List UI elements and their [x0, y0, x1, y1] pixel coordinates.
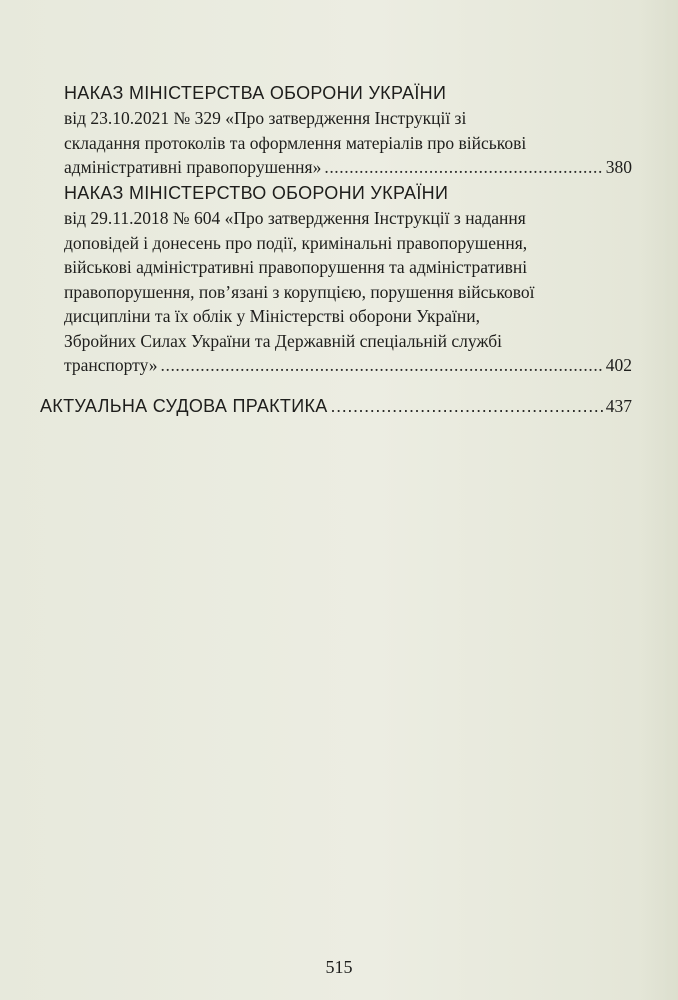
- dot-leader: [331, 396, 603, 417]
- entry-line-text: від 23.10.2021 № 329 «Про затвердження Інструкції зі: [64, 108, 467, 128]
- entry-line-text: дисципліни та їх облік у Міністерстві оборони України,: [64, 306, 480, 326]
- entry-last-line: [64, 155, 632, 180]
- entry-line: [64, 231, 632, 256]
- page-number: 437: [605, 396, 632, 416]
- entry-line: [64, 106, 632, 131]
- entry-line-text: транспорту»: [64, 355, 158, 375]
- page-number: 380: [605, 157, 632, 177]
- entry-description: [64, 206, 632, 378]
- toc-entry-order-329: [64, 80, 632, 180]
- entry-line: [64, 329, 632, 354]
- folio-page-number: 515: [325, 957, 353, 977]
- page-number: 402: [605, 355, 632, 375]
- entry-line-text: доповідей і донесень про події, кримінальні правопорушення,: [64, 232, 528, 253]
- entry-line-text: Збройних Силах України та Державній спеціальній службі: [64, 330, 503, 351]
- section-title: АКТУАЛЬНА СУДОВА ПРАКТИКА: [40, 396, 328, 416]
- dot-leader: [161, 353, 603, 378]
- entry-line: [64, 304, 632, 329]
- entry-line-text: складання протоколів та оформлення матеріалів про військові: [64, 132, 527, 153]
- dot-leader: [324, 155, 602, 180]
- entry-line-text: адміністративні правопорушення»: [64, 157, 322, 177]
- page-edge-shadow: [638, 0, 678, 1000]
- entry-line-text: правопорушення, пов’язані з корупцією, порушення військової: [64, 281, 535, 302]
- entry-title: НАКАЗ МІНІСТЕРСТВА ОБОРОНИ УКРАЇНИ: [64, 83, 447, 103]
- entry-line: [64, 206, 632, 231]
- entry-line: [64, 255, 632, 280]
- entry-line-text: від 29.11.2018 № 604 «Про затвердження Інструкції з надання: [64, 208, 526, 228]
- entry-description: [64, 106, 632, 180]
- entry-line: [64, 131, 632, 156]
- entry-line-text: військові адміністративні правопорушення та адміністративні: [64, 257, 528, 277]
- toc-entry-order-604: [64, 180, 632, 378]
- entry-last-line: [64, 353, 632, 378]
- toc-section-court-practice: [40, 396, 632, 417]
- entry-line: [64, 280, 632, 305]
- entry-title: НАКАЗ МІНІСТЕРСТВО ОБОРОНИ УКРАЇНИ: [64, 183, 449, 203]
